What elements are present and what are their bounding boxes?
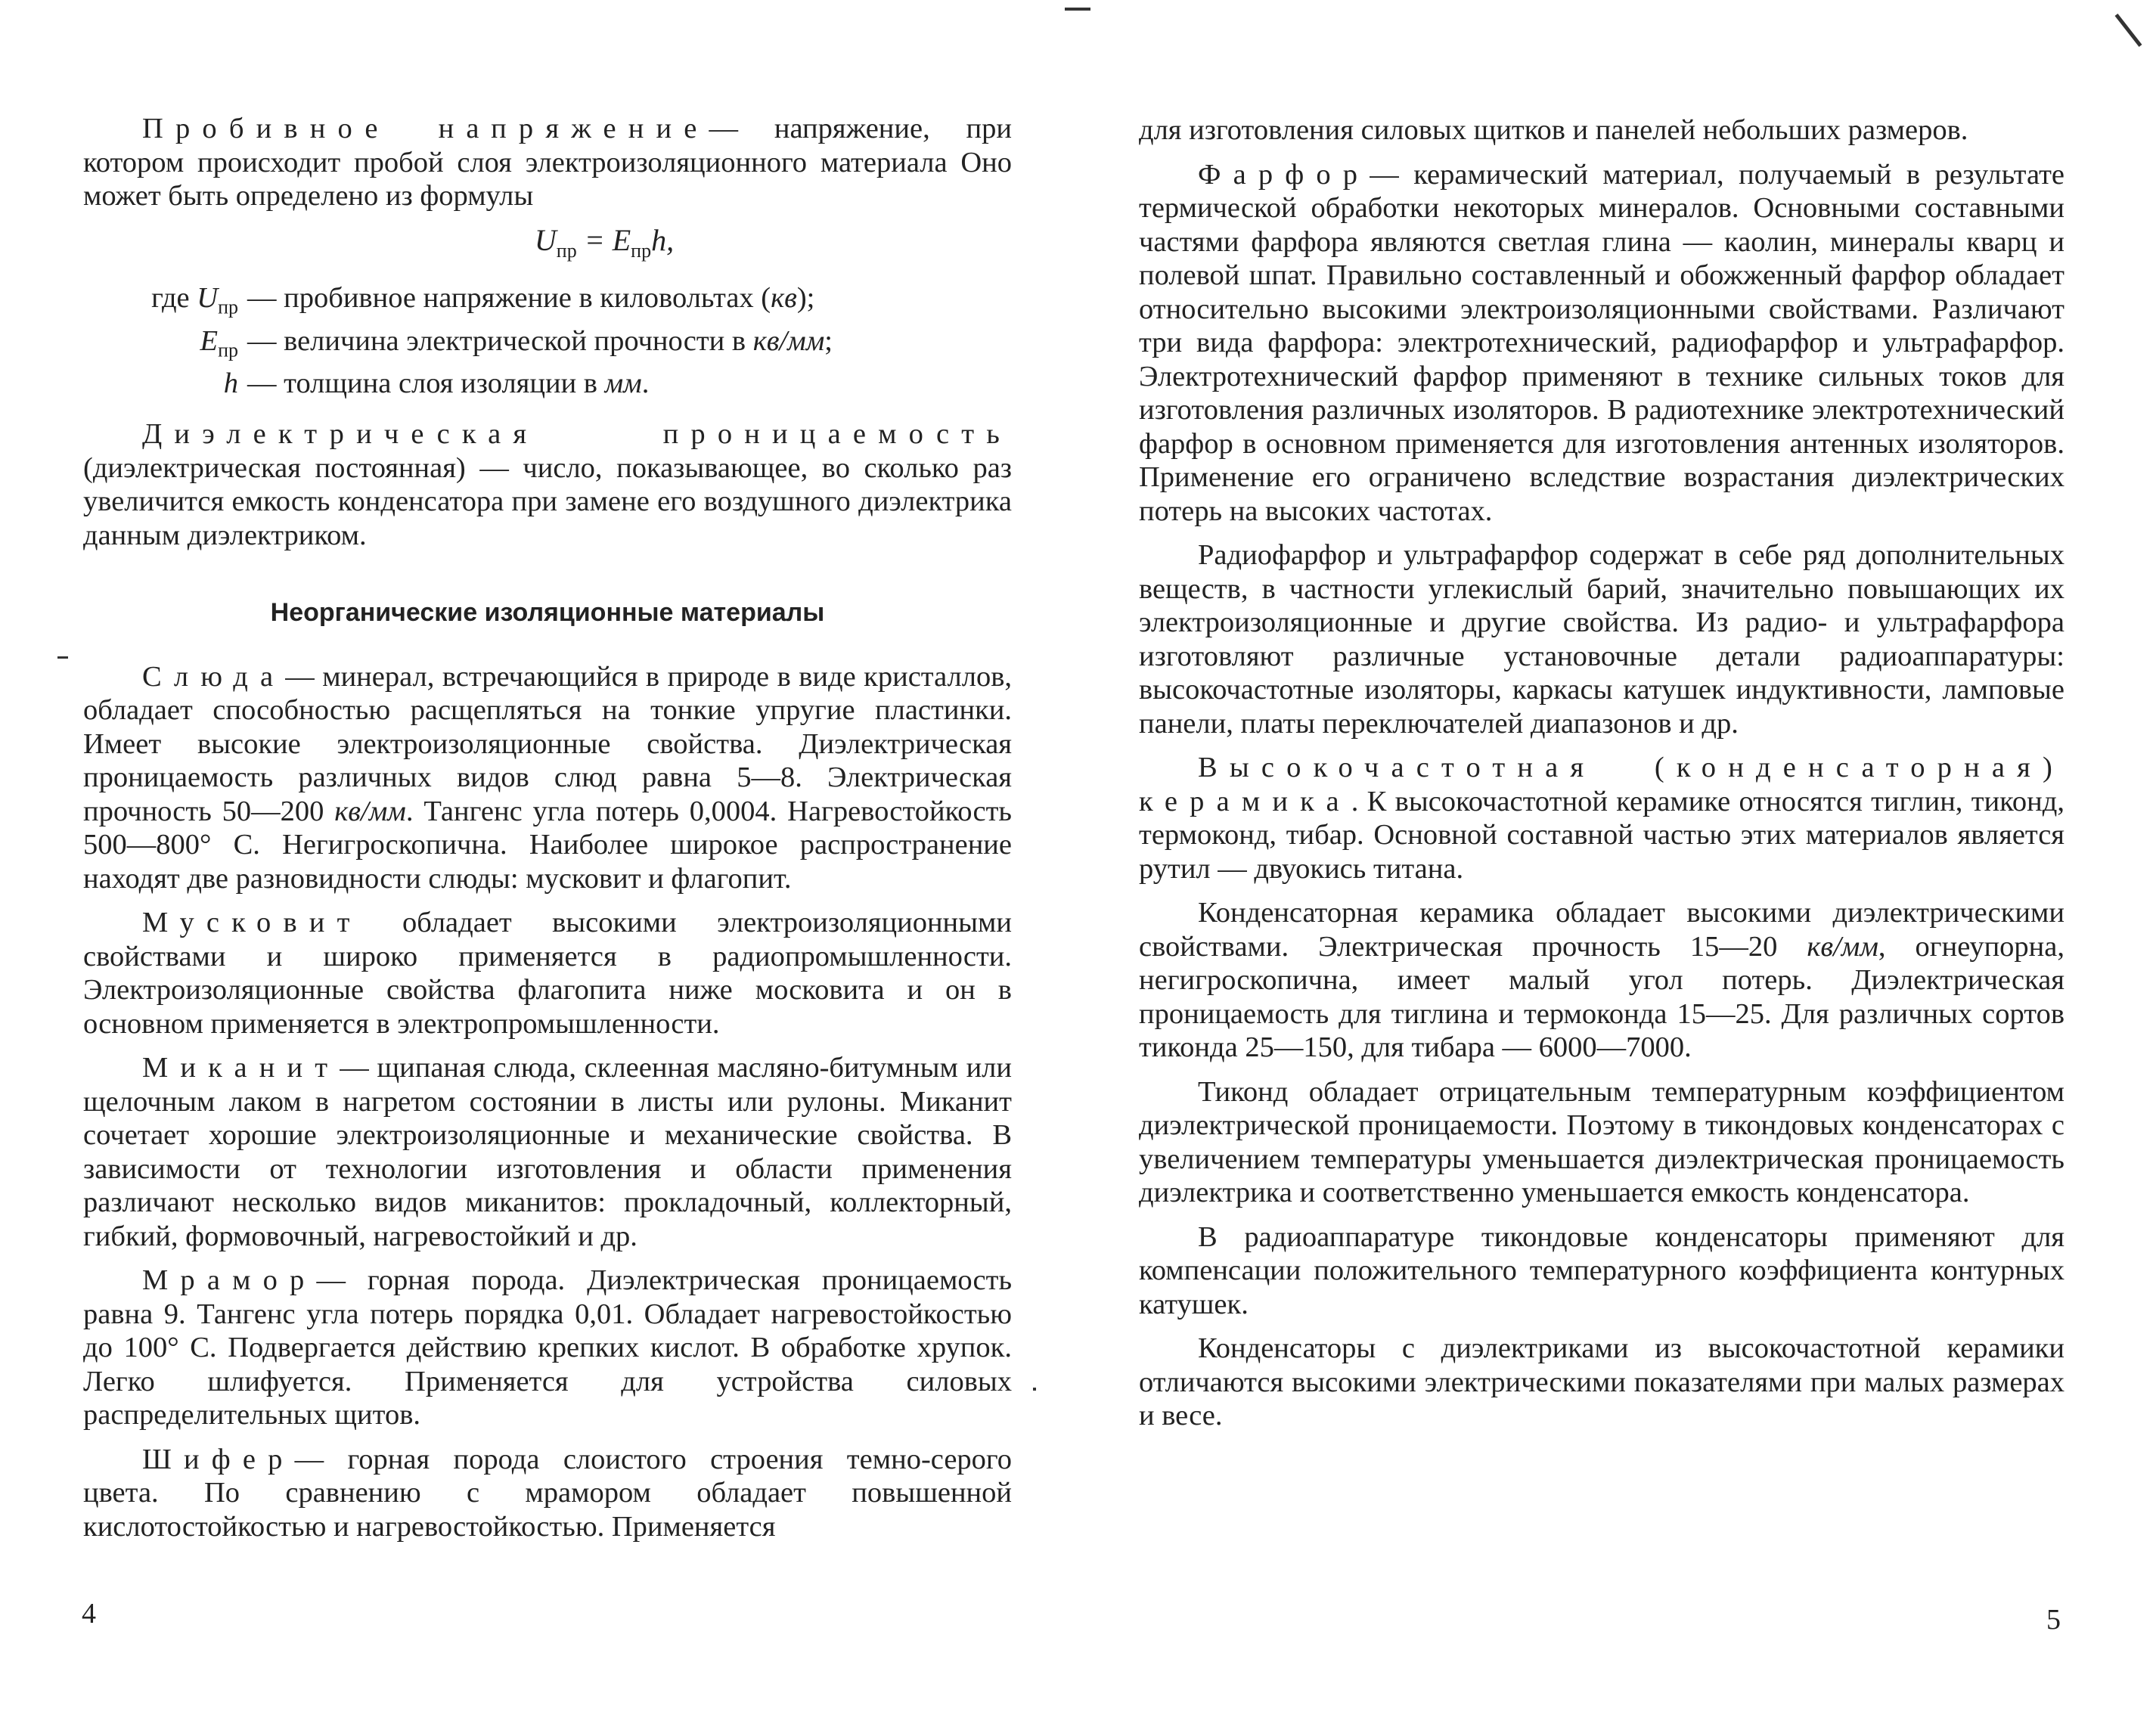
paragraph-hf-capacitors: Конденсаторы с диэлектриками из высокочастотной керамики отличаются высокими электрическими показателями при малых размерах и весе. xyxy=(1139,1332,2064,1431)
term: Шифер xyxy=(142,1443,295,1475)
paragraph-capacitor-ceramic: Конденсаторная керамика обладает высокими диэлектрическими свойствами. Электрическая прочность 15—20 кв/мм, огнеупорна, негигроскопична, имеет малый угол потерь. Диэлектрическая проницаемость для тиглина и термоконда 15—25. Для различных сортов тиконда 25—150, для тибара — 6000—7000. xyxy=(1139,897,2064,1063)
term: Мусковит xyxy=(142,907,362,939)
scan-mark-middle xyxy=(1033,1388,1036,1391)
definition-row: h — толщина слоя изоляции в мм. xyxy=(223,368,650,400)
definition-row: где $U_{пр}$ — пробивное напряжение в киловольтах (кв); xyxy=(151,282,815,318)
page-number: 5 xyxy=(2046,1604,2061,1636)
paragraph-radio-porcelain: Радиофарфор и ультрафарфор содержат в себе ряд дополнительных веществ, в частности углекислый барий, значительно повышающих их электроизоляционные и другие свойства. Из радио- и ультрафарфора изготовляют различные установочные детали радиоаппаратуры: высокочастотные изоляторы, каркасы катушек индуктивности, ламповые панели, платы переключателей диапазонов и др. xyxy=(1139,539,2064,740)
paragraph-radio-apparatus: В радиоаппаратуре тикондовые конденсаторы применяют для компенсации положительного температурного коэффициента контурных катушек. xyxy=(1139,1220,2064,1320)
paragraph-mica: Слюда— минерал, встречающийся в природе в виде кристаллов, обладает способностью расщепляться на тонкие упругие пластинки. Имеет высокие электроизоляционные свойства. Диэлектрическая проницаемость различных видов слюд равна 5—8. Электрическая прочность 50—200 кв/мм. Тангенс угла потерь 0,0004. Нагревостойкость 500—800° С. Негигроскопична. Наиболее широкое распространение находят две разновидности слюды: мусковит и флагопит. xyxy=(83,660,1012,895)
page-number: 4 xyxy=(82,1598,96,1630)
formula: $U_{пр} = E_{пр}h$, xyxy=(534,222,675,262)
term: Фарфор xyxy=(1198,158,1370,191)
paragraph-slate: Шифер— горная порода слоистого строения темно-серого цвета. По сравнению с мрамором обладает повышенной кислотостойкостью и нагревостойкостью. Применяется xyxy=(83,1443,1012,1543)
scan-mark-left xyxy=(57,656,68,659)
paragraph-slate-continued: для изготовления силовых щитков и панелей небольших размеров. xyxy=(1139,114,1968,146)
paragraph-porcelain: Фарфор— керамический материал, получаемый в результате термической обработки некоторых минералов. Основными составными частями фарфора являются светлая глина — каолин, минералы кварц и полевой шпат. Правильно составленный и обожженный фарфор обладает относительно высокими электроизоляционными свойствами. Различают три вида фарфора: электротехнический, радиофарфор и ультрафарфор. Электротехнический фарфор применяют в технике сильных токов для изготовления различных изоляторов. В радиотехнике электротехнический фарфор в основном применяется для изготовления антенных изоляторов. Применение его ограничено вследствие возрастания диэлектрических потерь на высоких частотах. xyxy=(1139,158,2064,527)
scan-mark-corner xyxy=(2115,14,2142,47)
paragraph-breakdown-voltage: Пробивное напряжение— напряжение, при котором происходит пробой слоя электроизоляционного материала Оно может быть определено из формулы xyxy=(83,113,1012,212)
paragraph-hf-ceramic: Высокочастотная (конденсаторная) керамика. К высокочастотной керамике относятся тиглин, тиконд, термоконд, тибар. Основной составной частью этих материалов является рутил — двуокись титана. xyxy=(1139,752,2064,885)
paragraph-micanite: Миканит— щипаная слюда, склеенная масляно-битумным или щелочным лаком в нагретом состоянии в листы или рулоны. Миканит сочетает хорошие электроизоляционные и механические свойства. В зависимости от технологии изготовления и области применения различают несколько видов миканитов: прокладочный, коллекторный, гибкий, формовочный, нагревостойкий и др. xyxy=(83,1052,1012,1252)
term: Высокочастотная (конденсаторная) керамика xyxy=(1139,752,2064,817)
term: Диэлектрическая проницаемость xyxy=(142,418,1012,451)
term: Мрамор xyxy=(142,1264,317,1297)
paragraph-marble: Мрамор— горная порода. Диэлектрическая проницаемость равна 9. Тангенс угла потерь порядка 0,01. Обладает нагревостойкостью до 100° С. Подвергается действию крепких кислот. В обработке хрупок. Легко шлифуется. Применяется для устройства силовых распределительных щитов. xyxy=(83,1264,1012,1431)
term: Миканит xyxy=(142,1052,340,1084)
section-heading: Неорганические изоляционные материалы xyxy=(270,598,825,628)
scan-mark-top xyxy=(1065,8,1090,11)
paragraph-muscovite: Мусковит обладает высокими электроизоляционными свойствами и широко применяется в радиопромышленности. Электроизоляционные свойства флагопита ниже московита и он в основном применяется в электропромышленности. xyxy=(83,907,1012,1040)
term: Пробивное напряжение xyxy=(142,113,709,144)
formula-definitions xyxy=(83,281,1012,410)
left-page-text xyxy=(83,112,1012,1554)
term: Слюда xyxy=(142,660,286,693)
definition-row: $E_{пр}$ — величина электрической прочности в кв/мм; xyxy=(200,324,833,361)
right-page-text xyxy=(1139,113,2064,1444)
paragraph-dielectric-permittivity: Диэлектрическая проницаемость (диэлектрическая постоянная) — число, показывающее, во сколько раз увеличится емкость конденсатора при замене его воздушного диэлектрика данным диэлектриком. xyxy=(83,418,1012,551)
paragraph-ticond: Тиконд обладает отрицательным температурным коэффициентом диэлектрической проницаемости. Поэтому в тикондовых конденсаторах с увеличением температуры уменьшается диэлектрическая проницаемость диэлектрика и соответственно уменьшается емкость конденсатора. xyxy=(1139,1075,2064,1208)
